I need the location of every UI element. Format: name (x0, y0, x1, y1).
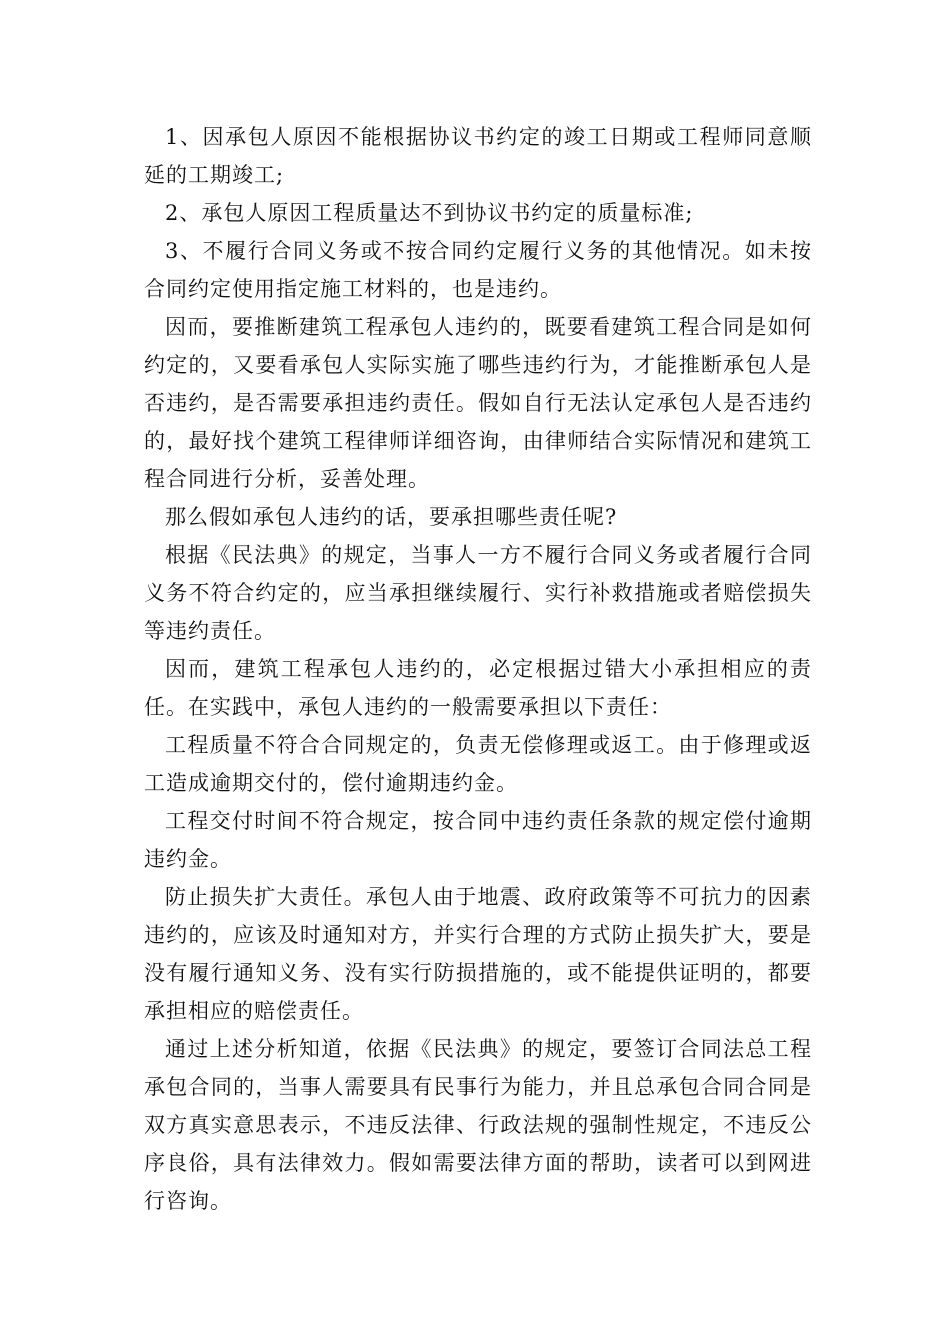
paragraph-10: 防止损失扩大责任。承包人由于地震、政府政策等不可抗力的因素违约的，应该及时通知对方，并实行合理的方式防止损失扩大，要是没有履行通知义务、没有实行防损措施的，或不能提供证明的，都要承担相应的赔偿责任。 (144, 885, 812, 1023)
paragraph-4: 因而，要推断建筑工程承包人违约的，既要看建筑工程合同是如何约定的，又要看承包人实际实施了哪些违约行为，才能推断承包人是否违约，是否需要承担违约责任。假如自行无法认定承包人是否违约的，最好找个建筑工程律师详细咨询，由律师结合实际情况和建筑工程合同进行分析，妥善处理。 (144, 315, 812, 491)
paragraph-11: 通过上述分析知道，依据《民法典》的规定，要签订合同法总工程承包合同的，当事人需要具有民事行为能力，并且总承包合同合同是双方真实意思表示，不违反法律、行政法规的强制性规定，不违反公序良俗，具有法律效力。假如需要法律方面的帮助，读者可以到网进行咨询。 (144, 1037, 812, 1213)
paragraph-9: 工程交付时间不符合规定，按合同中违约责任条款的规定偿付逾期违约金。 (144, 809, 812, 871)
document-body (144, 118, 812, 1220)
paragraph-6: 根据《民法典》的规定，当事人一方不履行合同义务或者履行合同义务不符合约定的，应当承担继续履行、实行补救措施或者赔偿损失等违约责任。 (144, 543, 812, 643)
paragraph-2: 2、承包人原因工程质量达不到协议书约定的质量标准; (165, 201, 694, 225)
paragraph-7: 因而，建筑工程承包人违约的，必定根据过错大小承担相应的责任。在实践中，承包人违约的一般需要承担以下责任： (144, 657, 812, 719)
paragraph-5: 那么假如承包人违约的话，要承担哪些责任呢? (165, 505, 618, 529)
paragraph-3: 3、不履行合同义务或不按合同约定履行义务的其他情况。如未按合同约定使用指定施工材料的，也是违约。 (144, 239, 812, 301)
paragraph-1: 1、因承包人原因不能根据协议书约定的竣工日期或工程师同意顺延的工期竣工; (144, 125, 812, 187)
paragraph-8: 工程质量不符合合同规定的，负责无偿修理或返工。由于修理或返工造成逾期交付的，偿付逾期违约金。 (144, 733, 812, 795)
